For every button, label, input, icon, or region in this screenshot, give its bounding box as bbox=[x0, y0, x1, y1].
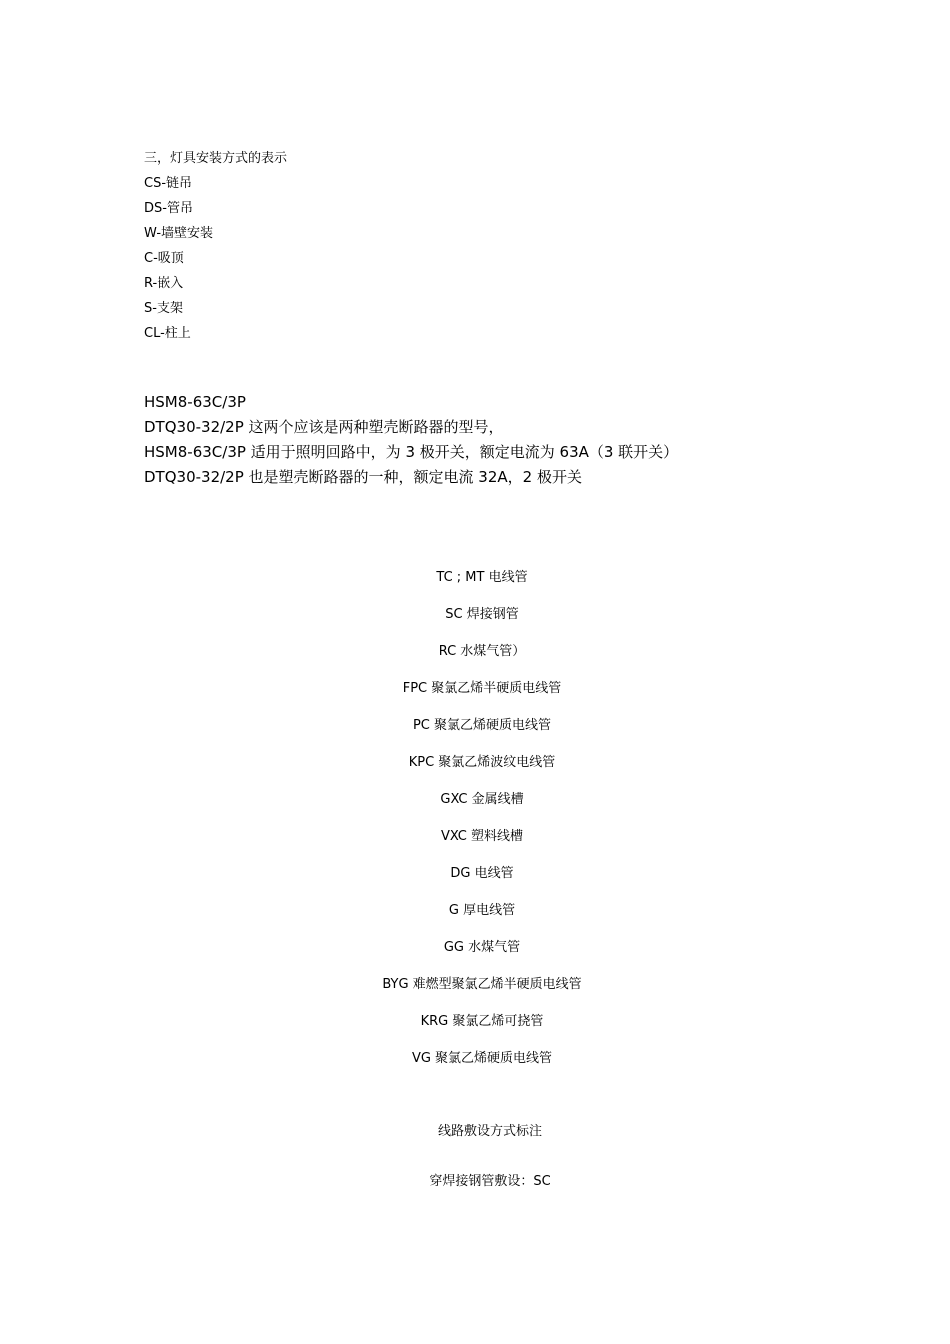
conduit-item: PC 聚氯乙烯硬质电线管 bbox=[412, 718, 552, 733]
install-method-item: W-墙壁安装 bbox=[144, 226, 214, 241]
conduit-item: KPC 聚氯乙烯波纹电线管 bbox=[408, 755, 556, 770]
install-methods-heading: 三，灯具安装方式的表示 bbox=[144, 151, 288, 166]
laying-section bbox=[0, 1121, 950, 1221]
breaker-line: HSM8-63C/3P 适用于照明回路中，为 3 极开关，额定电流为 63A（3 联开关） bbox=[144, 443, 679, 461]
conduit-item: VG 聚氯乙烯硬质电线管 bbox=[411, 1051, 553, 1066]
conduit-item: GG 水煤气管 bbox=[443, 940, 521, 955]
laying-item: 穿焊接钢管敷设：SC bbox=[429, 1174, 551, 1189]
conduit-item: DG 电线管 bbox=[450, 866, 514, 881]
conduit-item: BYG 难燃型聚氯乙烯半硬质电线管 bbox=[382, 977, 582, 992]
conduit-item: KRG 聚氯乙烯可挠管 bbox=[420, 1014, 544, 1029]
install-methods-section bbox=[144, 146, 287, 346]
breaker-line: DTQ30-32/2P 这两个应该是两种塑壳断路器的型号， bbox=[144, 418, 504, 436]
install-method-item: CS-链吊 bbox=[144, 176, 193, 191]
breaker-line: HSM8-63C/3P bbox=[144, 393, 246, 411]
install-method-item: DS-管吊 bbox=[144, 201, 193, 216]
install-method-item: S-支架 bbox=[144, 301, 183, 316]
conduit-item: VXC 塑料线槽 bbox=[440, 829, 524, 844]
conduit-item: GXC 金属线槽 bbox=[440, 792, 524, 807]
breaker-line: DTQ30-32/2P 也是塑壳断路器的一种，额定电流 32A，2 极开关 bbox=[144, 468, 582, 486]
install-method-item: C-吸顶 bbox=[144, 251, 184, 266]
install-method-item: CL-柱上 bbox=[144, 326, 191, 341]
conduit-item: G 厚电线管 bbox=[448, 903, 516, 918]
conduit-list bbox=[0, 567, 950, 1085]
conduit-item: FPC 聚氯乙烯半硬质电线管 bbox=[402, 681, 562, 696]
conduit-item: TC ; MT 电线管 bbox=[436, 570, 528, 585]
laying-heading: 线路敷设方式标注 bbox=[437, 1124, 542, 1139]
breakers-section bbox=[144, 390, 678, 490]
conduit-item: RC 水煤气管） bbox=[438, 644, 526, 659]
install-method-item: R-嵌入 bbox=[144, 276, 184, 291]
conduit-item: SC 焊接钢管 bbox=[445, 607, 519, 622]
